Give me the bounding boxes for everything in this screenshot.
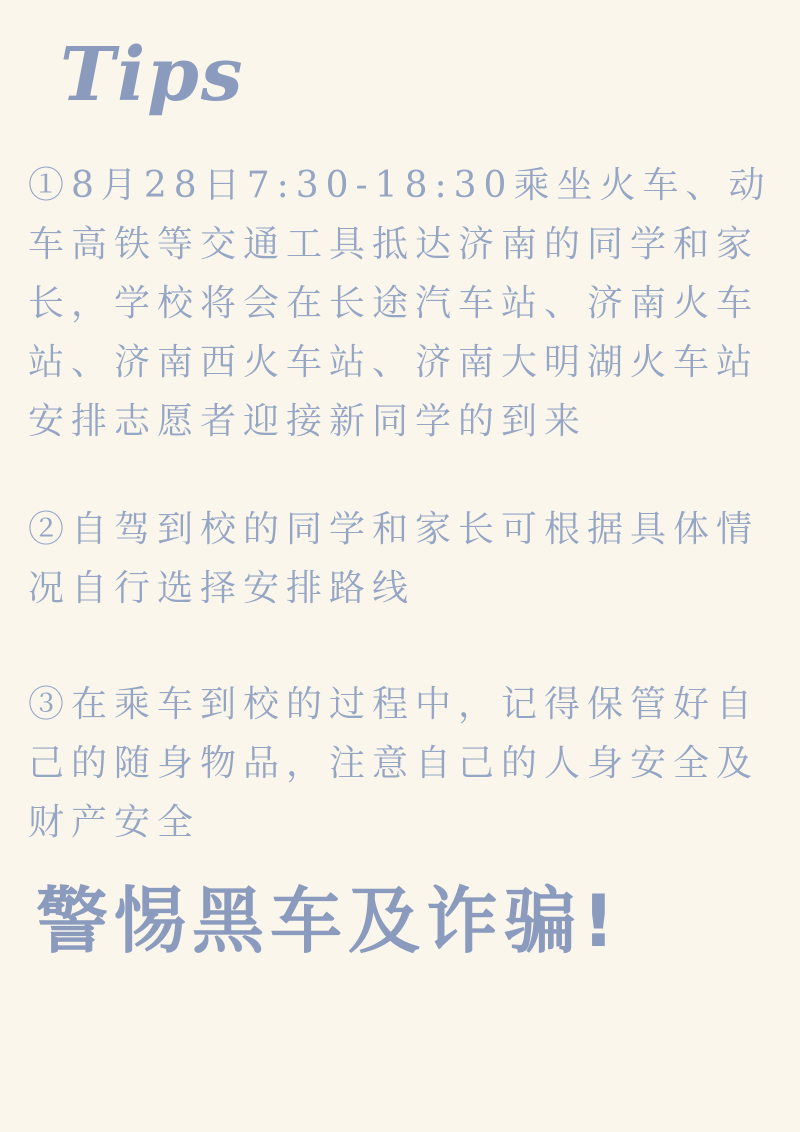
tip-item-1: ①8月28日7:30-18:30乘坐火车、动车高铁等交通工具抵达济南的同学和家长，学校将会在长途汽车站、济南火车站、济南西火车站、济南大明湖火车站安排志愿者迎接新同学的到来 [28, 165, 772, 442]
page-title: Tips [60, 32, 245, 118]
tip-item-3: ③在乘车到校的过程中，记得保管好自己的随身物品，注意自己的人身安全及财产安全 [28, 684, 760, 843]
warning-heading: 警惕黑车及诈骗! [36, 879, 621, 963]
tip-item-2: ②自驾到校的同学和家长可根据具体情况自行选择安排路线 [28, 509, 760, 609]
